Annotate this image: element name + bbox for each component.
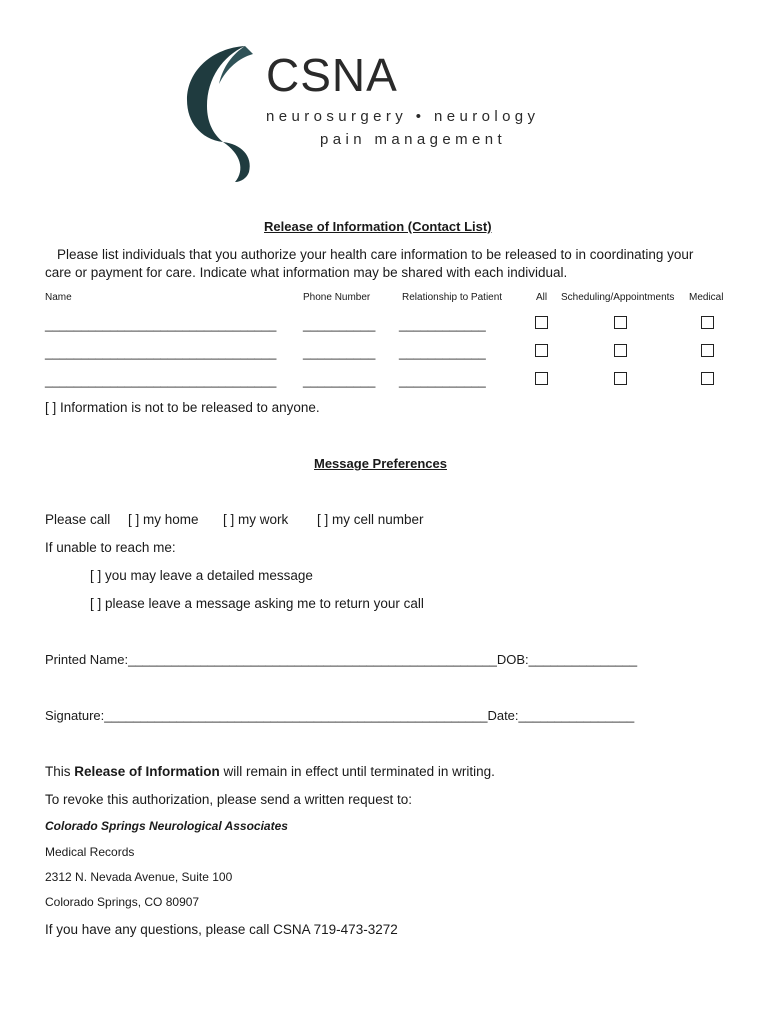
address-line-2: Colorado Springs, CO 80907 [45, 895, 200, 909]
scheduling-checkbox[interactable] [614, 344, 627, 357]
not-released-option[interactable]: [ ] Information is not to be released to anyone. [45, 400, 320, 415]
option-detailed-message[interactable]: [ ] you may leave a detailed message [90, 568, 313, 583]
release-intro-line-2: care or payment for care. Indicate what information may be shared with each individual. [45, 265, 568, 280]
signature-date-line[interactable]: Signature:_____________________________________________________Date:________________ [45, 708, 635, 723]
printed-name-dob-line[interactable]: Printed Name:___________________________________________________DOB:_______________ [45, 652, 638, 667]
all-checkbox[interactable] [535, 344, 548, 357]
please-call-label: Please call [45, 512, 111, 527]
revoke-statement: To revoke this authorization, please send a written request to: [45, 792, 412, 807]
option-my-cell[interactable]: [ ] my cell number [317, 512, 424, 527]
effect-post: will remain in effect until terminated in writing. [219, 764, 495, 779]
all-checkbox[interactable] [535, 316, 548, 329]
medical-checkbox[interactable] [701, 344, 714, 357]
contact-phone-field[interactable]: __________ [303, 317, 376, 332]
contact-name-field[interactable]: ________________________________ [45, 317, 277, 332]
contact-name-field[interactable]: ________________________________ [45, 345, 277, 360]
option-my-work[interactable]: [ ] my work [223, 512, 289, 527]
contact-name-field[interactable]: ________________________________ [45, 373, 277, 388]
contact-relationship-field[interactable]: ____________ [399, 345, 486, 360]
scheduling-checkbox[interactable] [614, 316, 627, 329]
release-title: Release of Information (Contact List) [264, 219, 492, 234]
effect-statement [45, 763, 495, 781]
contact-phone-field[interactable]: __________ [303, 373, 376, 388]
contact-relationship-field[interactable]: ____________ [399, 317, 486, 332]
all-checkbox[interactable] [535, 372, 548, 385]
medical-checkbox[interactable] [701, 316, 714, 329]
column-header-scheduling: Scheduling/Appointments [561, 292, 675, 303]
logo-tagline-2: pain management [320, 131, 507, 148]
logo-wordmark: CSNA [266, 49, 398, 101]
column-header-all: All [536, 292, 548, 303]
address-line-1: 2312 N. Nevada Avenue, Suite 100 [45, 870, 233, 884]
dept-name: Medical Records [45, 845, 135, 859]
org-name: Colorado Springs Neurological Associates [45, 819, 288, 833]
effect-pre: This [45, 764, 75, 779]
csna-logo-icon [183, 44, 267, 182]
column-header-phone: Phone Number [303, 292, 371, 303]
questions-statement: If you have any questions, please call CSNA 719-473-3272 [45, 922, 398, 937]
contact-phone-field[interactable]: __________ [303, 345, 376, 360]
contact-relationship-field[interactable]: ____________ [399, 373, 486, 388]
column-header-relationship: Relationship to Patient [402, 292, 503, 303]
option-my-home[interactable]: [ ] my home [128, 512, 199, 527]
medical-checkbox[interactable] [701, 372, 714, 385]
effect-bold: Release of Information [74, 764, 220, 779]
logo-tagline-1: neurosurgery • neurology [266, 108, 540, 125]
unable-to-reach-label: If unable to reach me: [45, 540, 176, 555]
column-header-name: Name [45, 292, 72, 303]
release-intro-line-1: Please list individuals that you authorize your health care information to be released to in coordinating your [57, 247, 694, 262]
message-title: Message Preferences [314, 456, 447, 471]
scheduling-checkbox[interactable] [614, 372, 627, 385]
column-header-medical: Medical [689, 292, 724, 303]
option-return-call[interactable]: [ ] please leave a message asking me to return your call [90, 596, 424, 611]
